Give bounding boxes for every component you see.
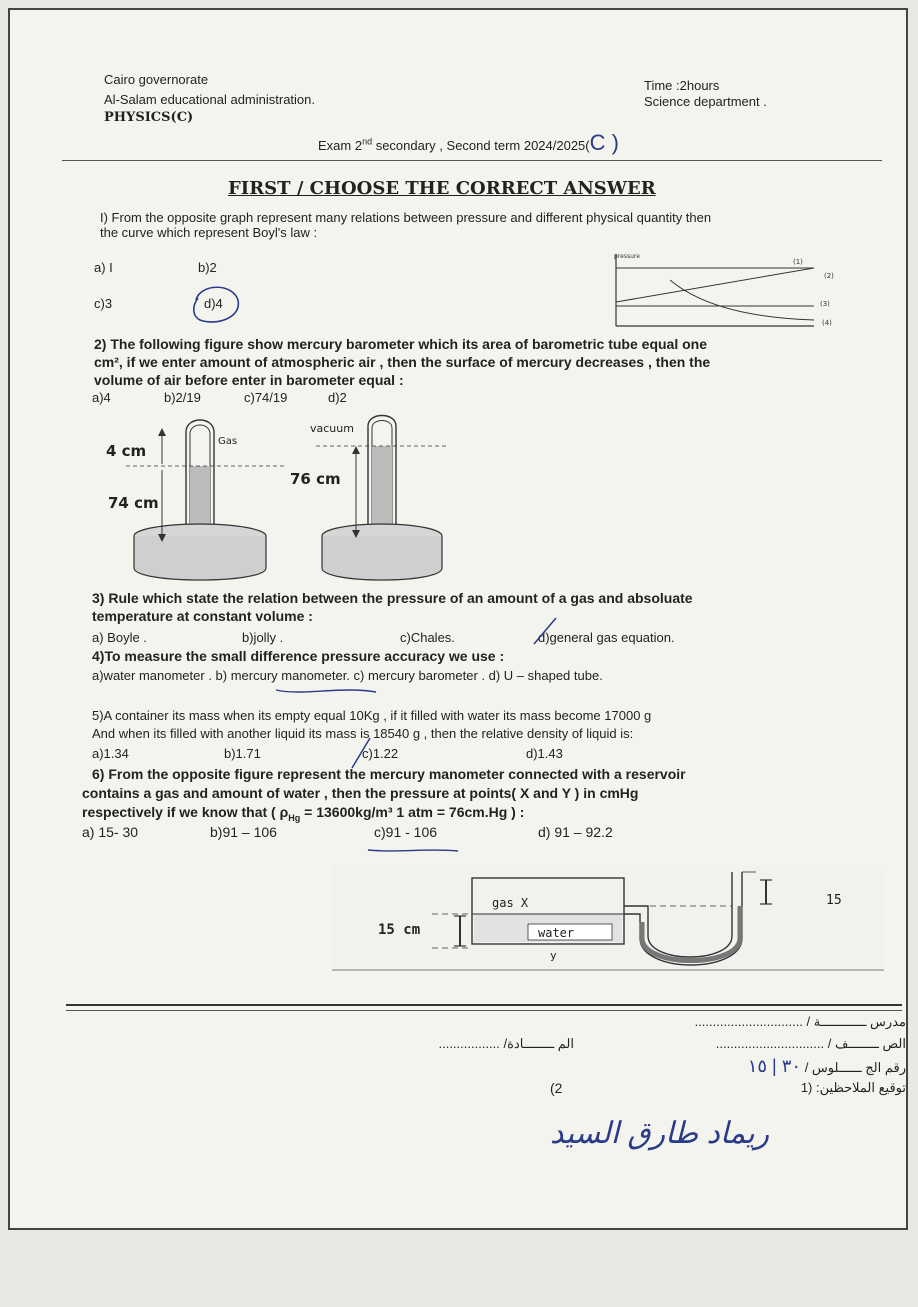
answer-tick-q3 — [530, 616, 560, 646]
q1-graph — [610, 250, 850, 330]
q2-option-a: a)4 — [92, 390, 111, 405]
q1-option-c: c)3 — [94, 296, 113, 311]
q3-line2: temperature at constant volume : — [92, 608, 313, 624]
vacuum-label: vacuum — [310, 422, 354, 435]
q3-option-d: d)general gas equation. — [538, 630, 675, 645]
q6-line1: 6) From the opposite figure represent the mercury manometer connected with a reservoir — [92, 766, 686, 782]
section-title: FIRST / CHOOSE THE CORRECT ANSWER — [228, 178, 656, 199]
q4-options: a)water manometer . b) mercury manometer. c) mercury barometer . d) U – shaped tube. — [92, 668, 603, 683]
seat-number-value: ٣٠ | ١٥ — [747, 1056, 802, 1076]
q6-manometer-figure — [332, 862, 892, 974]
gas-x-label: gas X — [492, 896, 529, 910]
subject-field: الم ــــــــادة/ ................. — [438, 1036, 574, 1051]
administration: Al-Salam educational administration. — [104, 92, 315, 107]
q4-line1: 4)To measure the small difference pressure accuracy we use : — [92, 648, 505, 664]
curve-label-4: (4) — [822, 319, 832, 327]
observer-2: (2 — [550, 1080, 563, 1096]
q1-option-b: b)2 — [198, 260, 217, 275]
answer-tick-q5 — [348, 736, 376, 770]
exam-sheet — [8, 8, 908, 1230]
observers-field: توقيع الملاحظين: (1 — [800, 1080, 906, 1095]
left-bottom-label: 74 cm — [108, 494, 159, 512]
q2-line1: 2) The following figure show mercury barometer which its area of barometric tube equal one — [94, 336, 708, 352]
model-mark: C ) — [589, 130, 619, 155]
q2-option-d: d)2 — [328, 390, 347, 405]
answer-underline-q6 — [366, 844, 462, 856]
teacher-field: مدرس ــــــــــــة / .............................. — [694, 1014, 906, 1029]
q6-option-c: c)91 - 106 — [374, 824, 438, 840]
curve-label-1: (1) — [793, 258, 803, 266]
class-field: الص ــــــــف / .............................. — [715, 1036, 906, 1051]
q6-line3: respectively if we know that ( $\rho_{Hg} = 13600kg/m^3$ 1 atm = 76cm.Hg ) : — [82, 804, 525, 823]
curve-label-2: (2) — [824, 272, 834, 280]
q1-option-a: a) I — [94, 260, 113, 275]
subject: PHYSICS(C) — [104, 110, 194, 125]
q1-option-d: d)4 — [204, 296, 223, 311]
seat-number-field: رقم الج ــــــلوس / ٣٠ | ١٥ — [747, 1056, 906, 1076]
answer-underline-q4 — [272, 682, 382, 698]
q3-option-b: b)jolly . — [242, 630, 284, 645]
q3-line1: 3) Rule which state the relation between the pressure of an amount of a gas and absoluate — [92, 590, 693, 606]
graph-axis-label: pressure — [614, 253, 640, 260]
answer-circle-q1 — [186, 280, 246, 330]
q5-option-d: d)1.43 — [526, 746, 563, 761]
exam-info: Exam 2nd secondary , Second term 2024/2025(C ) — [318, 130, 619, 155]
water-label: water — [538, 926, 575, 940]
q1-line2: the curve which represent Boyl's law : — [100, 225, 318, 240]
q5-option-b: b)1.71 — [224, 746, 261, 761]
q3-option-c: c)Chales. — [400, 630, 455, 645]
footer-rule-bottom — [66, 1010, 902, 1011]
q2-option-c: c)74/19 — [244, 390, 288, 405]
q3-option-a: a) Boyle . — [92, 630, 147, 645]
q6-line2: contains a gas and amount of water , then the pressure at points( X and Y ) in cmHg — [82, 785, 639, 801]
q2-barometer-figure — [90, 408, 450, 588]
q2-line2: cm², if we enter amount of atmospheric air , then the surface of mercury decreases , then the — [94, 354, 711, 370]
point-y-label: y — [550, 949, 557, 962]
exam-time: Time :2hours — [644, 78, 720, 93]
q1-line1: I) From the opposite graph represent many relations between pressure and different physical quantity then — [100, 210, 712, 225]
curve-label-3: (3) — [820, 300, 830, 308]
q6-option-a: a) 15- 30 — [82, 824, 139, 840]
student-signature: ريماد طارق السيد — [550, 1117, 770, 1150]
governorate: Cairo governorate — [104, 72, 209, 87]
q5-option-a: a)1.34 — [92, 746, 129, 761]
header-divider — [62, 160, 882, 161]
right-height-label: 76 cm — [290, 470, 341, 488]
q5-option-c: c)1.22 — [362, 746, 399, 761]
q6-option-d: d) 91 – 92.2 — [538, 824, 613, 840]
q2-line3: volume of air before enter in barometer equal : — [94, 372, 404, 388]
left-top-label: 4 cm — [106, 442, 147, 460]
department: Science department . — [644, 94, 767, 109]
q6-option-b: b)91 – 106 — [210, 824, 277, 840]
footer-rule-top — [66, 1004, 902, 1006]
q2-option-b: b)2/19 — [164, 390, 201, 405]
q5-line1: 5)A container its mass when its empty equal 10Kg , if it filled with water its mass become 17000 g — [92, 708, 652, 723]
q5-line2: And when its filled with another liquid its mass is 18540 g , then the relative density of liquid is: — [92, 726, 634, 741]
observer-1: (1 — [800, 1080, 813, 1095]
gas-label: Gas — [218, 436, 238, 447]
right-height-15: 15 — [826, 893, 842, 908]
left-height-15cm: 15 cm — [378, 922, 421, 938]
